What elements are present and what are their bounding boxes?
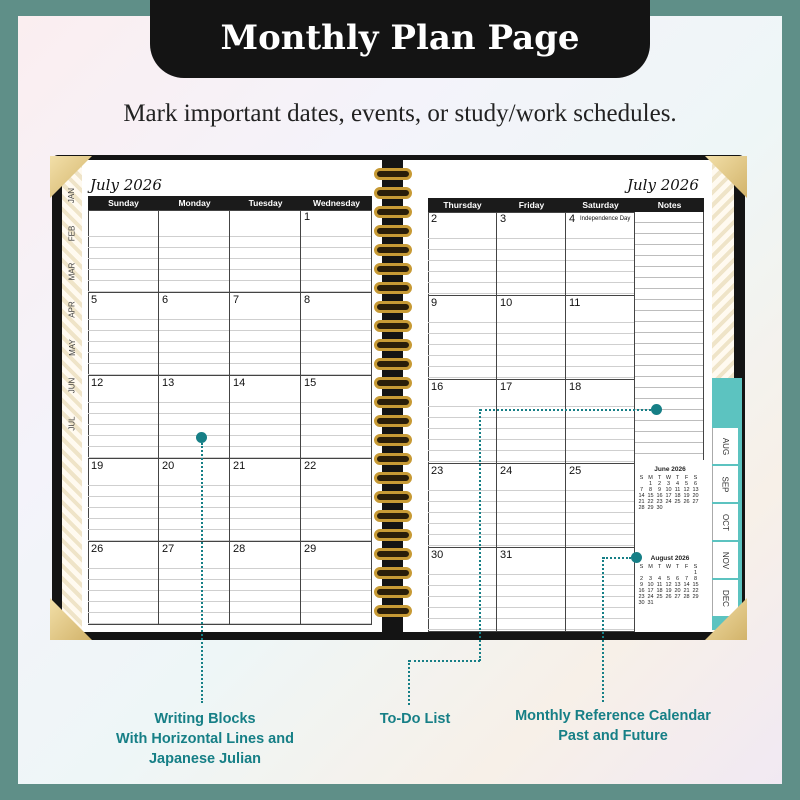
mini-day: 17 bbox=[647, 588, 654, 594]
mini-day: 17 bbox=[665, 493, 672, 499]
day-cell[interactable] bbox=[88, 542, 159, 625]
day-number: 21 bbox=[233, 460, 246, 472]
mini-weekday: M bbox=[648, 564, 653, 570]
mini-day: 20 bbox=[674, 588, 681, 594]
mini-day: 2 bbox=[639, 576, 644, 582]
month-tab-nov[interactable] bbox=[712, 542, 738, 578]
callout-line bbox=[409, 660, 480, 662]
mini-weekday: T bbox=[675, 564, 680, 570]
mini-day: 4 bbox=[657, 576, 662, 582]
mini-day: 24 bbox=[647, 594, 654, 600]
spiral-ring bbox=[374, 472, 412, 484]
spiral-ring bbox=[374, 263, 412, 275]
mini-day: 14 bbox=[638, 493, 645, 499]
mini-week-row bbox=[637, 505, 703, 511]
month-tab-label: MAR bbox=[67, 262, 77, 280]
mini-day: 15 bbox=[692, 582, 699, 588]
spiral-ring bbox=[374, 320, 412, 332]
spiral-ring bbox=[374, 301, 412, 313]
month-tab-jul[interactable] bbox=[64, 404, 80, 442]
mini-day: 31 bbox=[647, 600, 654, 606]
mini-day: 10 bbox=[647, 582, 654, 588]
day-number: 2 bbox=[431, 213, 438, 225]
mini-day: 29 bbox=[647, 505, 654, 511]
mini-day: 6 bbox=[693, 481, 698, 487]
mini-day: 10 bbox=[665, 487, 672, 493]
day-number: 20 bbox=[162, 460, 175, 472]
mini-day: 26 bbox=[683, 499, 690, 505]
spiral-ring bbox=[374, 168, 412, 180]
day-number: 11 bbox=[569, 297, 581, 309]
mini-day: 13 bbox=[674, 582, 681, 588]
mini-day: 2 bbox=[657, 481, 662, 487]
mini-day: 28 bbox=[683, 594, 690, 600]
day-cell[interactable] bbox=[301, 293, 372, 376]
weekday-header: Thursday bbox=[428, 198, 497, 212]
spiral-ring bbox=[374, 605, 412, 617]
day-number: 30 bbox=[431, 549, 444, 561]
mini-day: 4 bbox=[675, 481, 680, 487]
mini-day: 9 bbox=[639, 582, 644, 588]
mini-day: 23 bbox=[638, 594, 645, 600]
day-number: 6 bbox=[162, 294, 169, 306]
mini-weekday: F bbox=[684, 475, 689, 481]
spiral-ring bbox=[374, 434, 412, 446]
spiral-ring bbox=[374, 225, 412, 237]
day-number: 22 bbox=[304, 460, 317, 472]
day-cell[interactable] bbox=[159, 210, 230, 293]
day-cell[interactable] bbox=[428, 296, 497, 380]
mini-day: 5 bbox=[666, 576, 671, 582]
day-cell[interactable] bbox=[230, 210, 301, 293]
callout-todo-list: To-Do List bbox=[379, 711, 451, 727]
left-month-label: July 2026 bbox=[90, 176, 162, 194]
month-tab-sep[interactable] bbox=[712, 466, 738, 502]
day-cell[interactable] bbox=[159, 376, 230, 459]
day-number: 25 bbox=[569, 465, 582, 477]
day-cell[interactable] bbox=[230, 542, 301, 625]
month-tab-jan[interactable] bbox=[64, 176, 80, 214]
spiral-ring bbox=[374, 282, 412, 294]
month-tab-label: SEP bbox=[720, 475, 730, 493]
callout-line bbox=[479, 409, 481, 661]
month-tab-label: FEB bbox=[67, 225, 77, 241]
mini-day: 21 bbox=[683, 588, 690, 594]
mini-weekday: T bbox=[657, 564, 662, 570]
month-tab-label: MAY bbox=[67, 338, 77, 356]
month-tab-jun[interactable] bbox=[64, 366, 80, 404]
callout-line bbox=[408, 660, 410, 705]
mini-calendar bbox=[637, 466, 703, 511]
mini-day: 25 bbox=[656, 594, 663, 600]
mini-weekday: S bbox=[693, 564, 698, 570]
mini-day: 11 bbox=[656, 582, 663, 588]
spiral-ring bbox=[374, 339, 412, 351]
day-number: 23 bbox=[431, 465, 444, 477]
mini-day: 1 bbox=[648, 481, 653, 487]
mini-day: 19 bbox=[683, 493, 690, 499]
mini-day: 12 bbox=[665, 582, 672, 588]
callout-line bbox=[602, 557, 604, 702]
mini-weekday: W bbox=[665, 475, 672, 481]
mini-day: 14 bbox=[683, 582, 690, 588]
mini-weekday: T bbox=[657, 475, 662, 481]
day-number: 3 bbox=[500, 213, 507, 225]
mini-day: 3 bbox=[648, 576, 653, 582]
day-cell[interactable] bbox=[497, 380, 566, 464]
mini-day: 15 bbox=[647, 493, 654, 499]
month-tab-label: JUN bbox=[67, 377, 77, 393]
mini-day: 16 bbox=[638, 588, 645, 594]
page-title: Monthly Plan Page bbox=[220, 18, 580, 58]
mini-weekday: S bbox=[639, 475, 644, 481]
spiral-ring bbox=[374, 586, 412, 598]
day-number: 5 bbox=[91, 294, 98, 306]
subtitle: Mark important dates, events, or study/work schedules. bbox=[123, 100, 677, 127]
month-tab-apr[interactable] bbox=[64, 290, 80, 328]
mini-day bbox=[691, 600, 700, 606]
day-cell[interactable] bbox=[159, 459, 230, 542]
day-cell[interactable] bbox=[497, 464, 566, 548]
day-number: 27 bbox=[162, 543, 175, 555]
day-number: 14 bbox=[233, 377, 246, 389]
day-cell[interactable] bbox=[230, 376, 301, 459]
mini-day bbox=[673, 600, 682, 606]
callout-line bbox=[480, 409, 651, 411]
weekday-header: Notes bbox=[635, 198, 704, 212]
mini-weekday: S bbox=[693, 475, 698, 481]
mini-day: 23 bbox=[656, 499, 663, 505]
mini-day: 28 bbox=[638, 505, 645, 511]
day-number: 31 bbox=[500, 549, 513, 561]
day-cell[interactable] bbox=[301, 376, 372, 459]
spiral-ring bbox=[374, 415, 412, 427]
spiral-ring bbox=[374, 244, 412, 256]
mini-day: 22 bbox=[692, 588, 699, 594]
spiral-ring bbox=[374, 396, 412, 408]
day-number: 1 bbox=[304, 211, 311, 223]
day-number: 8 bbox=[304, 294, 311, 306]
day-cell[interactable] bbox=[88, 293, 159, 376]
mini-calendar-title: June 2026 bbox=[654, 466, 686, 473]
mini-day: 24 bbox=[665, 499, 672, 505]
mini-day: 12 bbox=[683, 487, 690, 493]
mini-calendar-title: August 2026 bbox=[650, 555, 690, 562]
mini-day bbox=[682, 505, 691, 511]
spiral-ring bbox=[374, 567, 412, 579]
day-cell[interactable] bbox=[428, 212, 497, 296]
mini-day: 1 bbox=[693, 570, 698, 576]
day-cell[interactable] bbox=[566, 548, 635, 632]
weekday-header: Saturday bbox=[566, 198, 635, 212]
mini-day bbox=[664, 505, 673, 511]
weekday-header: Sunday bbox=[88, 196, 159, 210]
day-number: 4 bbox=[569, 213, 576, 225]
mini-weekday: S bbox=[639, 564, 644, 570]
spiral-ring bbox=[374, 491, 412, 503]
mini-day: 26 bbox=[665, 594, 672, 600]
day-cell[interactable] bbox=[88, 210, 159, 293]
month-tab-label: AUG bbox=[721, 437, 730, 455]
mini-day bbox=[691, 505, 700, 511]
mini-day: 11 bbox=[674, 487, 681, 493]
day-number: 7 bbox=[233, 294, 240, 306]
mini-day: 5 bbox=[684, 481, 689, 487]
month-tab-aug[interactable] bbox=[712, 428, 738, 464]
weekday-header: Tuesday bbox=[230, 196, 301, 210]
mini-day bbox=[664, 600, 673, 606]
day-cell[interactable] bbox=[566, 380, 635, 464]
mini-weekday: T bbox=[675, 475, 680, 481]
day-cell[interactable] bbox=[301, 542, 372, 625]
mini-day: 8 bbox=[693, 576, 698, 582]
day-cell[interactable] bbox=[301, 459, 372, 542]
mini-weekday: F bbox=[684, 564, 689, 570]
day-number: 16 bbox=[431, 381, 444, 393]
month-tab-dec[interactable] bbox=[712, 580, 738, 616]
day-number: 29 bbox=[304, 543, 317, 555]
mini-day: 6 bbox=[675, 576, 680, 582]
day-cell[interactable] bbox=[497, 548, 566, 632]
weekday-header: Wednesday bbox=[301, 196, 372, 210]
spiral-ring bbox=[374, 206, 412, 218]
mini-day: 27 bbox=[674, 594, 681, 600]
spiral-ring bbox=[374, 548, 412, 560]
mini-day: 30 bbox=[638, 600, 645, 606]
day-number: 10 bbox=[500, 297, 513, 309]
month-tab-oct[interactable] bbox=[712, 504, 738, 540]
day-number: 15 bbox=[304, 377, 317, 389]
day-number: 24 bbox=[500, 465, 513, 477]
day-cell[interactable] bbox=[230, 293, 301, 376]
mini-week-row bbox=[637, 600, 703, 606]
day-number: 19 bbox=[91, 460, 104, 472]
mini-day: 18 bbox=[656, 588, 663, 594]
spiral-ring bbox=[374, 187, 412, 199]
day-cell[interactable] bbox=[497, 212, 566, 296]
day-cell[interactable] bbox=[159, 542, 230, 625]
mini-day: 8 bbox=[648, 487, 653, 493]
day-cell[interactable] bbox=[159, 293, 230, 376]
day-number: 9 bbox=[431, 297, 438, 309]
callout-dot-writing bbox=[196, 432, 207, 443]
notes-column[interactable] bbox=[635, 212, 704, 460]
mini-day: 13 bbox=[692, 487, 699, 493]
day-cell[interactable] bbox=[497, 296, 566, 380]
callout-reference-calendar: Monthly Reference Calendar Past and Future bbox=[515, 708, 711, 744]
callout-dot-reference bbox=[631, 552, 642, 563]
month-tab-label: JUL bbox=[67, 415, 77, 431]
mini-day: 21 bbox=[638, 499, 645, 505]
mini-day: 25 bbox=[674, 499, 681, 505]
month-tab-feb[interactable] bbox=[64, 214, 80, 252]
callout-line bbox=[603, 557, 631, 559]
mini-day: 27 bbox=[692, 499, 699, 505]
day-number: 17 bbox=[500, 381, 513, 393]
mini-day: 9 bbox=[657, 487, 662, 493]
day-number: 28 bbox=[233, 543, 246, 555]
spiral-ring bbox=[374, 510, 412, 522]
right-month-label: July 2026 bbox=[627, 176, 699, 194]
mini-day: 3 bbox=[666, 481, 671, 487]
mini-day: 16 bbox=[656, 493, 663, 499]
day-cell[interactable] bbox=[428, 380, 497, 464]
mini-day: 20 bbox=[692, 493, 699, 499]
month-tab-label: DEC bbox=[720, 589, 730, 607]
month-tab-label: JAN bbox=[67, 187, 77, 203]
day-cell[interactable] bbox=[566, 464, 635, 548]
weekday-header: Friday bbox=[497, 198, 566, 212]
spiral-ring bbox=[374, 453, 412, 465]
mini-day: 29 bbox=[692, 594, 699, 600]
day-cell[interactable] bbox=[566, 212, 635, 296]
mini-day: 18 bbox=[674, 493, 681, 499]
mini-day bbox=[673, 505, 682, 511]
month-tab-mar[interactable] bbox=[64, 252, 80, 290]
day-cell[interactable] bbox=[428, 548, 497, 632]
month-tab-may[interactable] bbox=[64, 328, 80, 366]
mini-day: 30 bbox=[656, 505, 663, 511]
day-number: 13 bbox=[162, 377, 175, 389]
callout-writing-blocks: Writing Blocks With Horizontal Lines and Japanese Julian bbox=[116, 711, 294, 767]
mini-calendar bbox=[637, 555, 703, 606]
month-tab-label: OCT bbox=[720, 513, 730, 531]
day-number: 26 bbox=[91, 543, 104, 555]
callout-line bbox=[201, 443, 203, 703]
day-cell[interactable] bbox=[88, 459, 159, 542]
mini-weekday: M bbox=[648, 475, 653, 481]
day-cell[interactable] bbox=[88, 376, 159, 459]
mini-day: 19 bbox=[665, 588, 672, 594]
day-cell[interactable] bbox=[566, 296, 635, 380]
spiral-ring bbox=[374, 358, 412, 370]
day-cell[interactable] bbox=[428, 464, 497, 548]
weekday-header: Monday bbox=[159, 196, 230, 210]
holiday-label: Independence Day bbox=[580, 216, 631, 222]
mini-weekday: W bbox=[665, 564, 672, 570]
mini-day bbox=[655, 600, 664, 606]
spiral-ring bbox=[374, 377, 412, 389]
day-cell[interactable] bbox=[301, 210, 372, 293]
spiral-ring bbox=[374, 529, 412, 541]
mini-day: 7 bbox=[684, 576, 689, 582]
mini-day bbox=[682, 600, 691, 606]
mini-day: 22 bbox=[647, 499, 654, 505]
day-number: 18 bbox=[569, 381, 582, 393]
day-cell[interactable] bbox=[230, 459, 301, 542]
callout-dot-todo bbox=[651, 404, 662, 415]
month-tab-label: APR bbox=[67, 300, 77, 318]
month-tab-label: NOV bbox=[721, 551, 730, 569]
mini-day: 7 bbox=[639, 487, 644, 493]
day-number: 12 bbox=[91, 377, 104, 389]
